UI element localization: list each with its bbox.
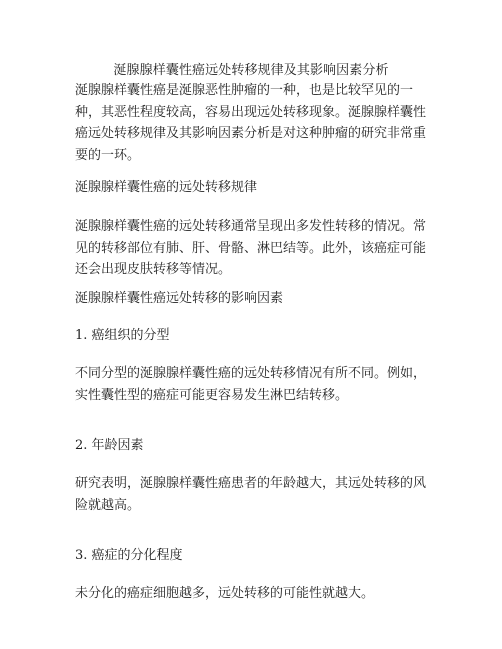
distant-metastasis-paragraph: 涎腺腺样囊性癌的远处转移通常呈现出多发性转移的情况。常见的转移部位有肺、肝、骨骼、淋巴结等。此外，该癌症可能还会出现皮肤转移等情况。 xyxy=(75,219,427,277)
factor-paragraph-differentiation: 未分化的癌症细胞越多，远处转移的可能性就越大。 xyxy=(75,586,375,601)
factor-heading-age: 2. 年龄因素 xyxy=(75,438,144,453)
factor-paragraph-tissue-type: 不同分型的涎腺腺样囊性癌的远处转移情况有所不同。例如，实性囊性型的癌症可能更容易发生淋巴结转移。 xyxy=(75,366,427,403)
document-title: 涎腺腺样囊性癌远处转移规律及其影响因素分析 xyxy=(113,63,389,78)
intro-paragraph: 涎腺腺样囊性癌是涎腺恶性肿瘤的一种，也是比较罕见的一种，其恶性程度较高，容易出现远处转移现象。涎腺腺样囊性癌远处转移规律及其影响因素分析是对这种肿瘤的研究非常重要的一环。 xyxy=(75,83,427,163)
section-heading-distant-metastasis: 涎腺腺样囊性癌的远处转移规律 xyxy=(75,180,258,195)
factor-heading-differentiation: 3. 癌症的分化程度 xyxy=(75,548,183,563)
factor-paragraph-age: 研究表明，涎腺腺样囊性癌患者的年龄越大，其远处转移的风险就越高。 xyxy=(75,476,427,513)
section-heading-influencing-factors: 涎腺腺样囊性癌远处转移的影响因素 xyxy=(75,291,284,306)
factor-heading-tissue-type: 1. 癌组织的分型 xyxy=(75,328,170,343)
